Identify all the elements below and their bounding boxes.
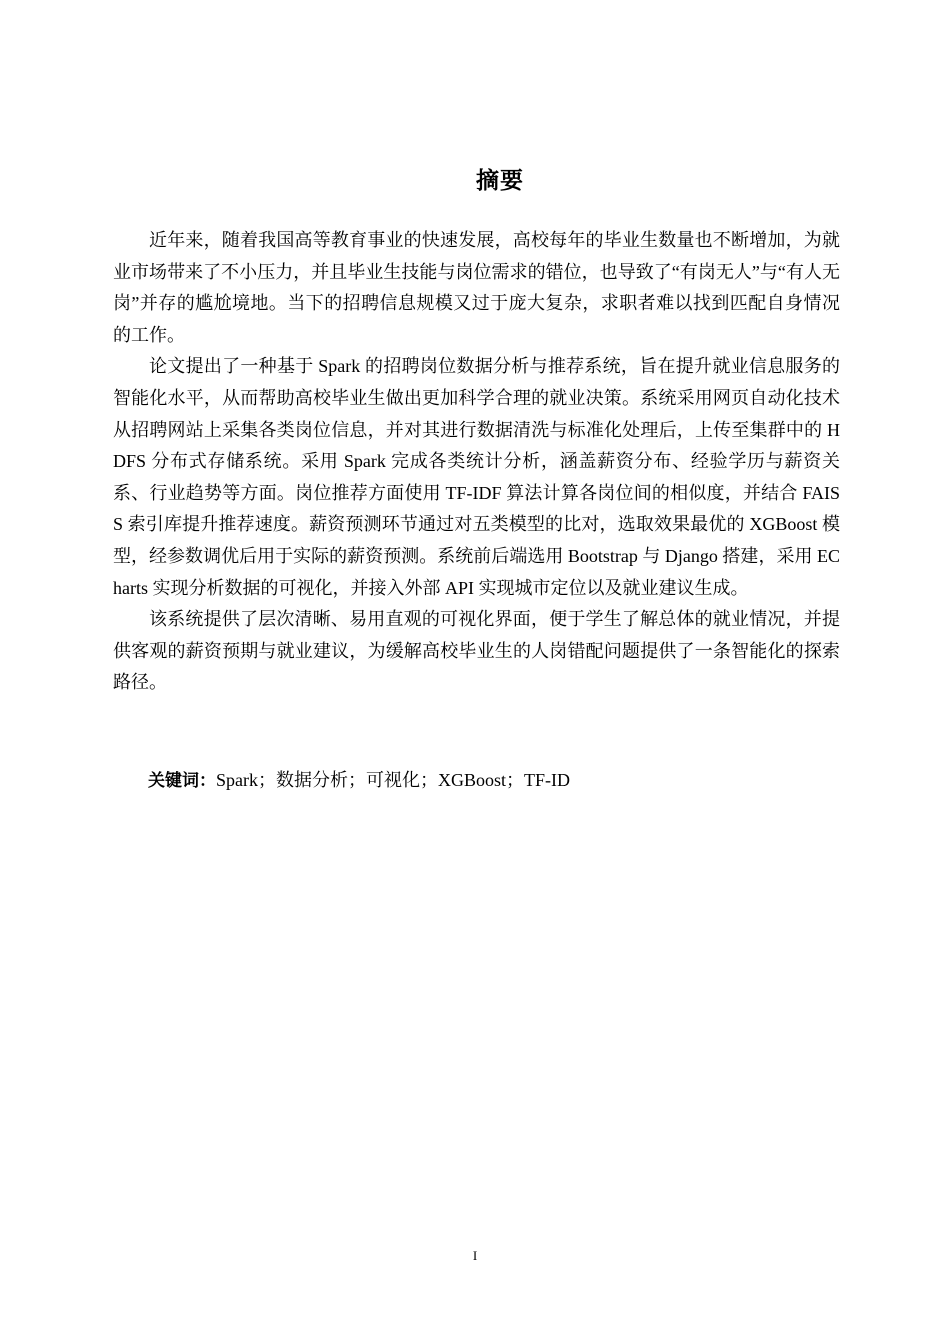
abstract-paragraph-1: 近年来，随着我国高等教育事业的快速发展，高校每年的毕业生数量也不断增加，为就业市场带来了不小压力，并且毕业生技能与岗位需求的错位，也导致了“有岗无人”与“有人无岗”并存的尴尬境地。当下的招聘信息规模又过于庞大复杂，求职者难以找到匹配自身情况的工作。 [113, 230, 840, 345]
page-number: I [472, 1248, 478, 1263]
keywords-label: 关键词： [148, 771, 216, 791]
keywords-line [148, 765, 570, 796]
keywords-value: Spark；数据分析；可视化；XGBoost；TF-ID [216, 770, 570, 790]
abstract-paragraph-3: 该系统提供了层次清晰、易用直观的可视化界面，便于学生了解总体的就业情况，并提供客观的薪资预期与就业建议，为缓解高校毕业生的人岗错配问题提供了一条智能化的探索路径。 [113, 609, 840, 693]
abstract-title: 摘要 [476, 168, 524, 194]
abstract-paragraph-2: 论文提出了一种基于 Spark 的招聘岗位数据分析与推荐系统，旨在提升就业信息服务的智能化水平，从而帮助高校毕业生做出更加科学合理的就业决策。系统采用网页自动化技术从招聘网站上采集各类岗位信息，并对其进行数据清洗与标准化处理后，上传至集群中的 HDFS 分布式存储系统。采用 Spark 完成各类统计分析，涵盖薪资分布、经验学历与薪资关系、行业趋势等方面。岗位推荐方面使用 TF-IDF 算法计算各岗位间的相似度，并结合 FAISS 索引库提升推荐速度。薪资预测环节通过对五类模型的比对，选取效果最优的 XGBoost 模型，经参数调优后用于实际的薪资预测。系统前后端选用 Bootstrap 与 Django 搭建，采用 ECharts 实现分析数据的可视化，并接入外部 API 实现城市定位以及就业建议生成。 [113, 356, 840, 598]
abstract-body [113, 225, 840, 699]
